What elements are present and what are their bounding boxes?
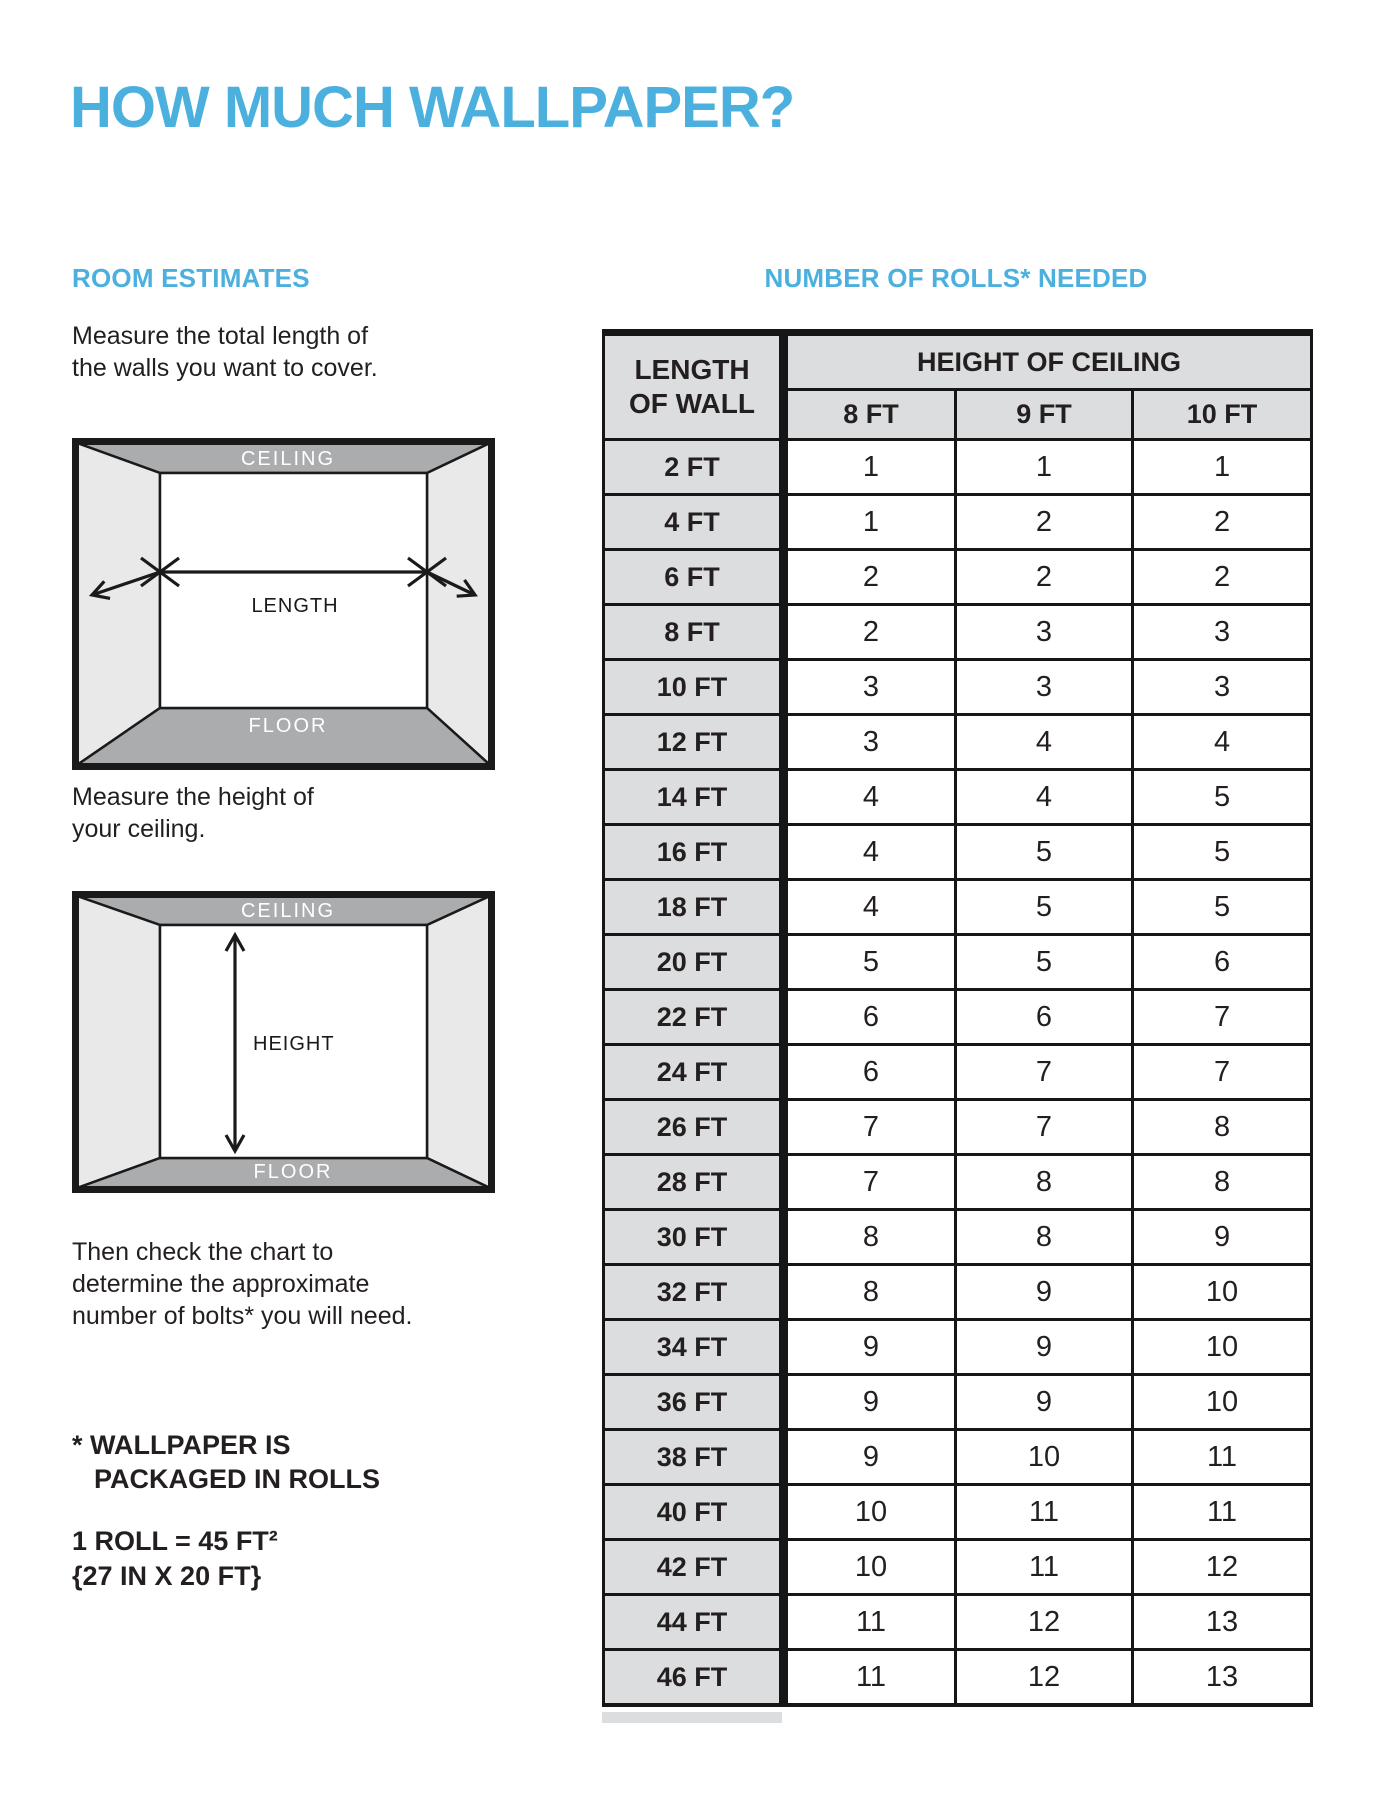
wall-length-cell: 20 FT: [604, 935, 784, 990]
table-row: [604, 1650, 1312, 1706]
footnote-line: PACKAGED IN ROLLS: [94, 1464, 381, 1494]
table-row: [604, 990, 1312, 1045]
rolls-count-cell: 9: [956, 1375, 1133, 1430]
wall-length-cell: 16 FT: [604, 825, 784, 880]
wall-length-cell: 18 FT: [604, 880, 784, 935]
wall-length-cell: 2 FT: [604, 440, 784, 495]
rolls-needed-table: [602, 329, 1313, 1707]
instruction-line: number of bolts* you will need.: [72, 1302, 413, 1330]
room-height-diagram: [72, 891, 495, 1193]
rolls-count-cell: 2: [784, 605, 956, 660]
rolls-count-cell: 10: [1133, 1320, 1312, 1375]
ceiling-9ft-header: 9 FT: [956, 390, 1133, 440]
rolls-count-cell: 13: [1133, 1650, 1312, 1706]
wall-length-cell: 8 FT: [604, 605, 784, 660]
wall-length-cell: 34 FT: [604, 1320, 784, 1375]
rolls-count-cell: 8: [1133, 1100, 1312, 1155]
rolls-count-cell: 11: [784, 1650, 956, 1706]
rolls-count-cell: 11: [1133, 1430, 1312, 1485]
rolls-count-cell: 2: [956, 495, 1133, 550]
wall-length-cell: 38 FT: [604, 1430, 784, 1485]
left-wall-surface: [77, 896, 160, 1188]
rolls-count-cell: 7: [784, 1100, 956, 1155]
rolls-count-cell: 6: [784, 990, 956, 1045]
roll-size-line: 1 ROLL = 45 FT²: [72, 1526, 278, 1556]
rolls-count-cell: 2: [956, 550, 1133, 605]
rolls-count-cell: 1: [784, 440, 956, 495]
rolls-count-cell: 6: [784, 1045, 956, 1100]
floor-label: FLOOR: [248, 715, 328, 737]
ceiling-8ft-header: 8 FT: [784, 390, 956, 440]
wall-length-cell: 4 FT: [604, 495, 784, 550]
instruction-check-chart: [72, 1236, 412, 1332]
rolls-count-cell: 9: [1133, 1210, 1312, 1265]
rolls-count-cell: 12: [1133, 1540, 1312, 1595]
table-row: [604, 1485, 1312, 1540]
table-row: [604, 440, 1312, 495]
rolls-count-cell: 2: [1133, 495, 1312, 550]
rolls-count-cell: 9: [956, 1320, 1133, 1375]
wall-length-cell: 46 FT: [604, 1650, 784, 1706]
page-title: HOW MUCH WALLPAPER?: [70, 75, 795, 140]
table-row: [604, 935, 1312, 990]
height-of-ceiling-header: HEIGHT OF CEILING: [784, 333, 1312, 390]
rolls-count-cell: 3: [1133, 660, 1312, 715]
rolls-count-cell: 7: [1133, 990, 1312, 1045]
table-row: [604, 1100, 1312, 1155]
instruction-line: determine the approximate: [72, 1270, 370, 1298]
table-header-row: [604, 333, 1312, 390]
rolls-count-cell: 3: [784, 660, 956, 715]
rolls-count-cell: 1: [1133, 440, 1312, 495]
rolls-count-cell: 7: [956, 1045, 1133, 1100]
wall-length-cell: 6 FT: [604, 550, 784, 605]
rolls-count-cell: 3: [1133, 605, 1312, 660]
table-row: [604, 550, 1312, 605]
wall-length-cell: 30 FT: [604, 1210, 784, 1265]
instruction-measure-height: [72, 781, 314, 845]
rolls-count-cell: 10: [1133, 1265, 1312, 1320]
rolls-count-cell: 4: [956, 770, 1133, 825]
wall-length-cell: 24 FT: [604, 1045, 784, 1100]
table-row: [604, 770, 1312, 825]
instruction-line: Measure the height of: [72, 783, 314, 811]
rolls-count-cell: 9: [784, 1320, 956, 1375]
rolls-count-cell: 5: [1133, 770, 1312, 825]
rolls-count-cell: 7: [784, 1155, 956, 1210]
height-label: HEIGHT: [253, 1033, 335, 1055]
table-row: [604, 1210, 1312, 1265]
header-line: OF WALL: [629, 388, 755, 419]
rolls-count-cell: 4: [784, 880, 956, 935]
instruction-measure-length: [72, 320, 378, 384]
instruction-line: the walls you want to cover.: [72, 354, 378, 382]
rolls-count-cell: 3: [956, 605, 1133, 660]
rolls-count-cell: 9: [784, 1375, 956, 1430]
roll-size-line: {27 IN X 20 FT}: [72, 1561, 262, 1591]
rolls-count-cell: 9: [784, 1430, 956, 1485]
wall-length-cell: 10 FT: [604, 660, 784, 715]
wallpaper-rolls-footnote: [72, 1428, 380, 1496]
wall-length-cell: 44 FT: [604, 1595, 784, 1650]
table-row: [604, 1595, 1312, 1650]
rolls-count-cell: 2: [784, 550, 956, 605]
instruction-line: Then check the chart to: [72, 1238, 334, 1266]
table-row: [604, 605, 1312, 660]
rolls-count-cell: 4: [784, 770, 956, 825]
rolls-count-cell: 3: [784, 715, 956, 770]
wall-length-cell: 42 FT: [604, 1540, 784, 1595]
table-row: [604, 1155, 1312, 1210]
rolls-count-cell: 9: [956, 1265, 1133, 1320]
rolls-count-cell: 4: [1133, 715, 1312, 770]
rolls-count-cell: 12: [956, 1595, 1133, 1650]
roll-size-info: [72, 1524, 278, 1594]
room-length-diagram: [72, 438, 495, 770]
rolls-count-cell: 5: [1133, 825, 1312, 880]
rolls-count-cell: 11: [1133, 1485, 1312, 1540]
wall-length-cell: 36 FT: [604, 1375, 784, 1430]
table-bottom-gray-tab: [602, 1712, 782, 1723]
rolls-count-cell: 3: [956, 660, 1133, 715]
rolls-count-cell: 1: [956, 440, 1133, 495]
table-row: [604, 1320, 1312, 1375]
rolls-count-cell: 4: [784, 825, 956, 880]
rolls-count-cell: 10: [784, 1485, 956, 1540]
table-row: [604, 1540, 1312, 1595]
rolls-count-cell: 4: [956, 715, 1133, 770]
rolls-count-cell: 10: [1133, 1375, 1312, 1430]
rolls-count-cell: 7: [1133, 1045, 1312, 1100]
floor-label: FLOOR: [253, 1161, 333, 1183]
wall-length-cell: 26 FT: [604, 1100, 784, 1155]
header-line: LENGTH: [634, 354, 750, 385]
wall-length-cell: 22 FT: [604, 990, 784, 1045]
table-row: [604, 880, 1312, 935]
rolls-count-cell: 8: [784, 1265, 956, 1320]
table-row: [604, 1430, 1312, 1485]
length-label: LENGTH: [251, 595, 339, 617]
instruction-line: Measure the total length of: [72, 322, 369, 350]
rolls-count-cell: 6: [1133, 935, 1312, 990]
rolls-count-cell: 10: [956, 1430, 1133, 1485]
table-row: [604, 825, 1312, 880]
ceiling-label: CEILING: [240, 900, 336, 922]
table-row: [604, 715, 1312, 770]
length-of-wall-header: [604, 333, 784, 440]
wall-length-cell: 40 FT: [604, 1485, 784, 1540]
rolls-count-cell: 2: [1133, 550, 1312, 605]
rolls-count-cell: 12: [956, 1650, 1133, 1706]
rolls-count-cell: 5: [1133, 880, 1312, 935]
rolls-needed-heading: NUMBER OF ROLLS* NEEDED: [764, 263, 1148, 293]
rolls-count-cell: 10: [784, 1540, 956, 1595]
table-row: [604, 495, 1312, 550]
back-wall-surface: [160, 473, 427, 708]
room-estimates-heading: ROOM ESTIMATES: [72, 263, 310, 293]
rolls-count-cell: 1: [784, 495, 956, 550]
rolls-count-cell: 8: [1133, 1155, 1312, 1210]
rolls-count-cell: 6: [956, 990, 1133, 1045]
wall-length-cell: 12 FT: [604, 715, 784, 770]
rolls-count-cell: 11: [956, 1485, 1133, 1540]
rolls-count-cell: 13: [1133, 1595, 1312, 1650]
rolls-count-cell: 5: [956, 825, 1133, 880]
rolls-count-cell: 11: [784, 1595, 956, 1650]
instruction-line: your ceiling.: [72, 815, 206, 843]
wall-length-cell: 32 FT: [604, 1265, 784, 1320]
ceiling-10ft-header: 10 FT: [1133, 390, 1312, 440]
rolls-count-cell: 11: [956, 1540, 1133, 1595]
table-row: [604, 1045, 1312, 1100]
wall-length-cell: 28 FT: [604, 1155, 784, 1210]
table-row: [604, 1375, 1312, 1430]
rolls-count-cell: 5: [956, 935, 1133, 990]
footnote-line: * WALLPAPER IS: [72, 1430, 291, 1460]
table-row: [604, 660, 1312, 715]
rolls-count-cell: 5: [956, 880, 1133, 935]
rolls-count-cell: 5: [784, 935, 956, 990]
wall-length-cell: 14 FT: [604, 770, 784, 825]
rolls-count-cell: 8: [784, 1210, 956, 1265]
rolls-count-cell: 8: [956, 1155, 1133, 1210]
table-row: [604, 1265, 1312, 1320]
ceiling-label: CEILING: [240, 448, 336, 470]
right-wall-surface: [427, 896, 490, 1188]
rolls-count-cell: 7: [956, 1100, 1133, 1155]
rolls-count-cell: 8: [956, 1210, 1133, 1265]
